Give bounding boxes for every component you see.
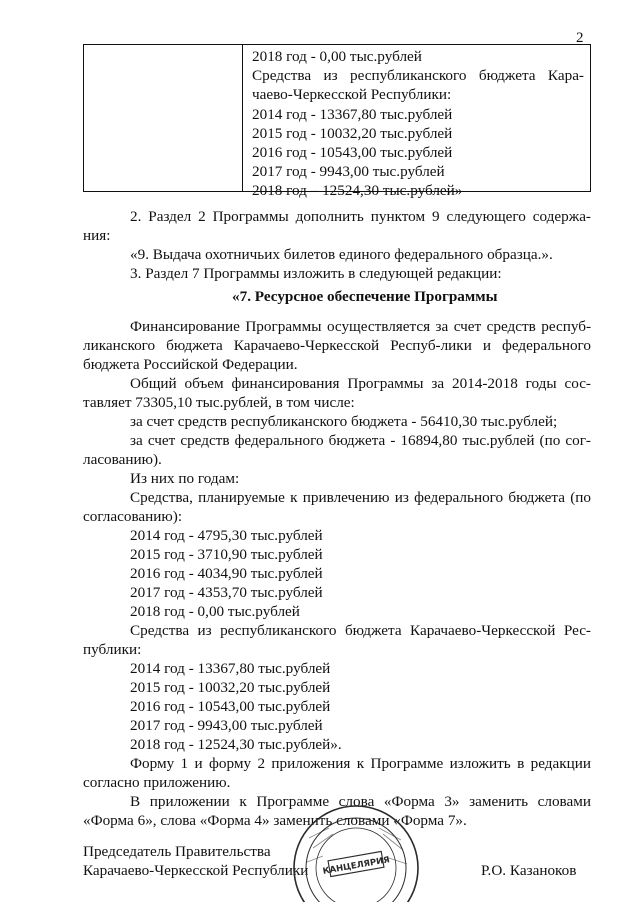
federal-plan-line-1: Средства, планируемые к привлечению из федерального бюджета (по — [130, 489, 591, 506]
federal-budget-line-1: за счет средств федерального бюджета - 16894,80 тыс.рублей (по сог- — [130, 432, 591, 449]
table-line: чаево-Черкесской Республики: — [252, 86, 452, 104]
republic-year-item: 2017 год - 9943,00 тыс.рублей — [130, 717, 323, 734]
item-2-line-2: ния: — [83, 227, 111, 244]
signatory-title-line-1: Председатель Правительства — [83, 843, 271, 860]
table-line: 2016 год - 10543,00 тыс.рублей — [252, 144, 453, 162]
federal-year-item: 2018 год - 0,00 тыс.рублей — [130, 603, 300, 620]
republic-line-1: Средства из республиканского бюджета Карачаево-Черкесской Рес- — [130, 622, 591, 639]
table-line: Средства из республиканского бюджета Кара- — [252, 67, 584, 85]
total-line-2: тавляет 73305,10 тыс.рублей, в том числе: — [83, 394, 355, 411]
item-2-line-1: 2. Раздел 2 Программы дополнить пунктом 9 следующего содержа- — [130, 208, 591, 225]
funding-table — [83, 44, 591, 200]
item-2-quote: «9. Выдача охотничьих билетов единого федерального образца.». — [130, 246, 553, 263]
seal-center-text: КАНЦЕЛЯРИЯ — [322, 855, 391, 877]
page-number: 2 — [576, 30, 584, 46]
table-line: 2015 год - 10032,20 тыс.рублей — [252, 124, 453, 142]
federal-budget-line-2: ласованию). — [83, 451, 162, 468]
forms-line-2: согласно приложению. — [83, 774, 231, 791]
financing-line-2: ликанского бюджета Карачаево-Черкесской Респуб-лики и федерального — [83, 337, 591, 354]
federal-year-item: 2014 год - 4795,30 тыс.рублей — [130, 527, 323, 544]
financing-line-1: Финансирование Программы осуществляется за счет средств респуб- — [130, 318, 591, 335]
official-seal — [289, 798, 423, 902]
federal-plan-line-2: согласованию): — [83, 508, 183, 525]
total-line-1: Общий объем финансирования Программы за 2014-2018 годы сос- — [130, 375, 591, 392]
item-3: 3. Раздел 7 Программы изложить в следующей редакции: — [130, 265, 502, 282]
republic-budget-total: за счет средств республиканского бюджета - 56410,30 тыс.рублей; — [130, 413, 558, 430]
section-heading: «7. Ресурсное обеспечение Программы — [232, 288, 498, 305]
by-years-label: Из них по годам: — [130, 470, 240, 487]
financing-line-3: бюджета Российской Федерации. — [83, 356, 298, 373]
table-line: 2018 год - 0,00 тыс.рублей — [252, 48, 422, 65]
signatory-name: Р.О. Казаноков — [481, 862, 577, 879]
forms-line-1: Форму 1 и форму 2 приложения к Программе изложить в редакции — [130, 755, 591, 772]
republic-year-item: 2018 год - 12524,30 тыс.рублей». — [130, 736, 342, 753]
appendix-line-1: В приложении к Программе слова «Форма 3» заменить словами — [130, 793, 591, 810]
federal-year-item: 2015 год - 3710,90 тыс.рублей — [130, 546, 323, 563]
signatory-title-line-2: Карачаево-Черкесской Республики — [83, 862, 309, 879]
table-line: 2018 год – 12524,30 тыс.рублей» — [252, 182, 463, 200]
republic-year-item: 2014 год - 13367,80 тыс.рублей — [130, 660, 331, 677]
table-line: 2014 год - 13367,80 тыс.рублей — [252, 105, 453, 123]
table-column-divider — [242, 45, 243, 191]
republic-year-item: 2015 год - 10032,20 тыс.рублей — [130, 679, 331, 696]
table-line: 2017 год - 9943,00 тыс.рублей — [252, 163, 445, 181]
federal-year-item: 2017 год - 4353,70 тыс.рублей — [130, 584, 323, 601]
federal-year-item: 2016 год - 4034,90 тыс.рублей — [130, 565, 323, 582]
appendix-line-2: «Форма 6», слова «Форма 4» заменить словами «Форма 7». — [83, 812, 467, 829]
republic-year-item: 2016 год - 10543,00 тыс.рублей — [130, 698, 331, 715]
republic-line-2: публики: — [83, 641, 142, 658]
table-right-cell — [252, 47, 584, 201]
